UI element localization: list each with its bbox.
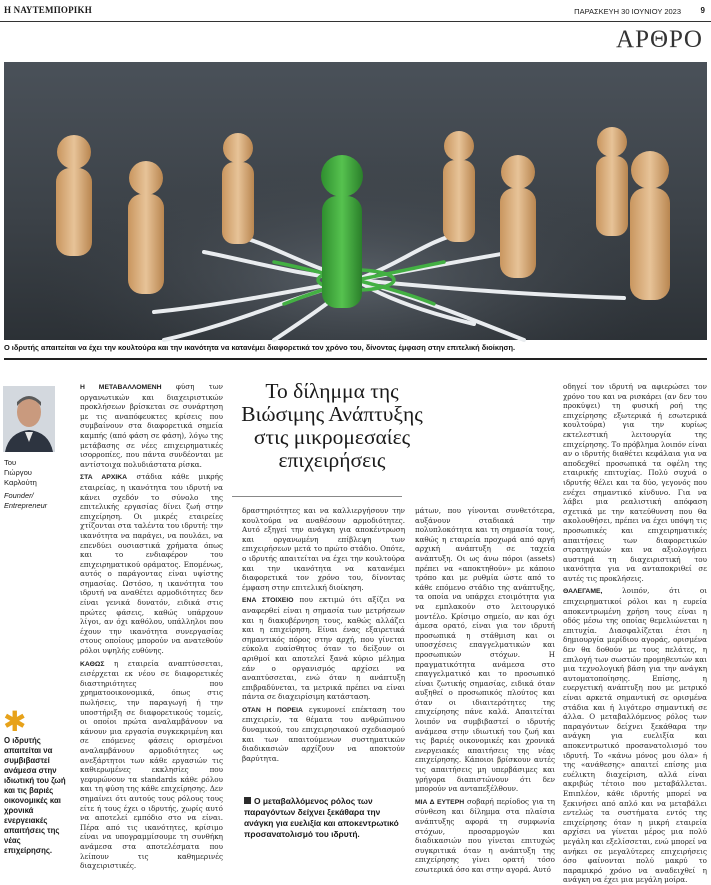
author-photo [3,386,55,452]
asterisk-icon: ✱ [3,706,27,737]
paragraph: που εκτιμώ ότι αξίζει να αναφερθεί είναι η σημασία των μετρήσεων και η διακυβέρνηση τους, καθώς αλλάζει και η επιχείρηση. Είναι ένας εξαιρετικά σημαντικός πόρος στην αρχή, που γίνεται εύκολα ευαίσθητος όταν το δείξουν οι αριθμοί και αποτελεί ξανά κύριο μέλημα εάν ο οργανισμός αρχίσει να αναπτύσσεται, ενώ όταν η ανάπτυξη επιβραδύνεται, τα μετρικά πρέπει να είναι πάντα σε διαχειρίσιμη κατάσταση. [242,595,406,702]
lead-in: ΘΑΛΕΓΑΜΕ, [563,588,603,596]
author-first-name: Γιώργου [4,468,32,477]
page-number: 9 [700,6,705,15]
issue-date: ΠΑΡΑΣΚΕΥΗ 30 ΙΟΥΝΙΟΥ 2023 [574,7,681,16]
lead-in: ΜΙΑ Δ ΕΥΤΕΡΗ [415,798,465,806]
lead-in: Η ΜΕΤΑΒΑΛΛΟΜΕΝΗ [80,384,162,391]
paragraph: σοβαρή περίοδος για τη σύνθεση και δίλημμα στα πλαίσια ανάπτυξης αφορά τη συμφωνία στόχων, προσαρμογών και διαδικασιών που γίνεται επιτυχώς συγκριτικά όταν η ανάπτυξη της επιχείρησης γίνει ορατή τόσο εσωτερικά όσο και στην αγορά. Αυτό [415,796,555,874]
section-label: ΑΡΘΡΟ [616,26,703,53]
article-column-4 [563,382,707,885]
article-column-3 [415,506,555,874]
article-column-2 [242,506,405,790]
masthead: Η ΝΑΥΤΕΜΠΟΡΙΚΗ [4,5,92,15]
article-title: Το δίλημμα της Βιώσιμης Ανάπτυξης στις μικρομεσαίες επιχειρήσεις [241,379,423,472]
green-leader-figure [321,155,363,308]
side-quote: Ο ιδρυτής απαιτείται να συμβιβαστεί ανάμεσα στην ιδιωτική του ζωή και τις βαριές οικονομικές και χρονικά ενεργειακές απαιτήσεις της νέας επιχείρησης. [4,736,66,855]
title-divider [232,496,402,497]
wooden-figures-illustration [4,62,707,340]
paragraph: εγκυμονεί επέκταση του επιχειρείν, τα θέματα του ανθρώπινου δυναμικού, του επιχειρησιακού σχεδιασμού και των απαιτούμενων συστηματικών διαδικασιών αρχίζουν να αποκτούν βαρύτητα. [242,704,405,763]
author-role [4,491,64,511]
author-last-name: Καρλούτη [4,478,37,487]
author-role-line-2: Entrepreneur [4,501,48,510]
paragraph: μάτων, που γίνονται συνθετότερα, αυξάνουν σταδιακά την πολυπλοκότητα και τη σημασία τους, καθώς η εταιρεία προχωρά από αργή αρχική ανάπτυξη σε ταχεία ανάπτυξη. Οι ως άνω πόροι (assets) πρέπει να «αποκτηθούν» με κάποιο τρόπο και με ρυθμία ώστε από το κάθε επόμενο στάδιο της ανάπτυξης, τα οποία να υπάρχει ετοιμότητα για να εμπλακούν στο λειτουργικό μοντέλο. Κρίσιμο σημείο, αν και όχι άμεσα ορατό, είναι για τον ιδρυτή προσωπικά η στάθμιση και οι υποσχέσεις επαγγελματικών και προσωπικών στόχων. Η πραγματικότητα ανάμεσα στο επαγγελματικό και το προσωπικό είναι ζωτικής σημασίας, ειδικά όταν αυξηθεί ο προσωπικός πλούτος και όταν οι ιδιαιτερότητες της επιχείρησης πάνε καλά. Απαιτείται λοιπόν να συμβιβαστεί ο ιδρυτής ανάμεσα στην ιδιωτική του ζωή και τις βαριές οικονομικές και χρονικά ενεργειακές απαιτήσεις της νέας επιχείρησης. Κάποιοι βρίσκουν αυτές τις απαιτήσεις μη υπερβάσιμες και γρήγορα διαπιστώνουν ότι δεν μπορούν να ανταπεξέλθουν. [415,506,555,794]
author-role-line-1: Founder/ [4,491,34,500]
lead-in: ΣΤΑ ΑΡΧΙΚΑ [80,474,128,482]
paragraph: στάδια κάθε μικρής εταιρείας, η ικανότητα του ιδρυτή να κάνει σχεδόν το σύνολο της επιτελικής εργασίας δίνει ζωή στην επιχείρηση. Οι μικρές εταιρείες χτίζονται στα ταλέντα του ιδρυτή: την ικανότητα να παράγει, να πουλάει, να επενδύει ουσιαστικά χρήματα όπως και το ενδιαφέρον του επιχειρηματικού οράματος. Επομένως, αυτός ο παράγοντας είναι υψίστης σημασίας. Ωστόσο, η ικανότητα του ιδρυτή να αναθέτει αρμοδιότητες δεν είναι γενικά δυνατόν, ειδικά στις πρώτες φάσεις, καθώς υπάρχουν λίγοι, αν όχι καθόλου, υπάλληλοι που έχουν την ικανότητα συνεργασίας στους οποίους μπορούν να ανατεθούν ρόλοι υψηλής ευθύνης. [80,472,223,656]
author-prefix: Του [4,458,17,467]
photo-caption: Ο ιδρυτής απαιτείται να έχει την κουλτούρα και την ικανότητα να κατανέμει διαφορετικά τον χρόνο του, δίνοντας έμφαση στην επιτελική διοίκηση. [4,343,516,352]
paragraph: οδηγεί τον ιδρυτή να αφιερώσει τον χρόνο του και να ρισκάρει (αν δεν του προκύψει) τη φυσική ροή της επιχείρησης εξωτερικά ή εσωτερικά κουλτούρα) για την κυρίως εκτελεστική λειτουργία της επιχείρησης. Το πρόβλημα λοιπόν είναι αν ο ιδρυτής διαθέτει κεφάλαια για να αποδεχθεί προσωπικά τα οφέλη της εταιρικής επιτυχίας. Πολύ συχνά ο ιδρυτής θέλει και τα δύο, γεγονός που ενέχει σημαντικό κίνδυνο. Για να λάβει μια ρεαλιστική απόφαση σχετικά με την κατεύθυνση που θα ακολουθήσει, πρέπει να έχει υπόψη τις προσωπικές και επιχειρηματικές απαιτήσεις των διαφορετικών στρατηγικών και να αξιολογήσει αυστηρά τη διαχειριστική του ικανότητα για να ανταποκριθεί σε αυτές τις προκλήσεις. [563,382,707,583]
author-byline [4,458,64,488]
page-header [0,0,711,22]
lead-in: ΟΤΑΝ Η ΠΟΡΕΙΑ [242,706,303,714]
divider [4,358,707,360]
lead-in: ΕΝΑ ΣΤΟΙΧΕΙΟ [242,597,294,605]
main-photo [4,62,707,340]
article-column-1 [80,382,223,870]
pull-quote [244,796,404,840]
square-bullet-icon [244,797,251,804]
paragraph: δραστηριότητες και να καλλιεργήσουν την κουλτούρα να αναθέσουν αρμοδιότητες. Αυτό εξηγεί την ανάγκη για αποκέντρωση και οργανωμένη επίβλεψη των επιχειρήσεων μετά το πρώτο στάδιο. Οπότε, ο ιδρυτής απαιτείται να έχει την κουλτούρα και την ικανότητα να κατανέμει διαφορετικά τον χρόνο του, δίνοντας έμφαση στην επιτελική διοίκηση. [242,506,405,592]
lead-in: ΚΑΘΩΣ [80,660,105,668]
paragraph: η εταιρεία αναπτύσσεται, εισέρχεται εκ νέου σε διαφορετικές διαστηριότητες που χρηματοοικονομικά, όπως στις πωλήσεις, την παραγωγή ή την υποστήριξη σε διαφορετικούς τομείς, οι οποίοι πρώτα αναλαμβάνουν να κάνουν μια εργασία συγκεκριμένη και σε επόμενες φάσεις ορισμένοι αναλαμβάνουν αρμοδιότητες ως ανεξάρτητοι των κάθε εργασιών τις καθιερωμένες εκκλησίες που γεφυρώνουν τα standards κάθε ρόλου και τη φύση της κάθε επιχείρησης. Δεν σημαίνει ότι αυτούς τους ρόλους τους είτε ή τους έχει ο ιδρυτής, χωρίς αυτό να αποτελεί εμπόδιο στο να είναι. Πέρα από τις ικανότητες, κρίσιμο είναι να υπογραμμίσουμε τη συνθήκη ανάμεσα στα αποτελέσματα που λείπουν τις καθημερινές διαχειριστικές. [80,658,223,871]
pull-quote-text: Ο μεταβαλλόμενος ρόλος των παραγόντων δείχνει ξεκάθαρα την ανάγκη για ευελιξία και αποκεντρωτικό προσανατολισμό του ιδρυτή. [244,796,399,839]
paragraph: φύση των οργανωτικών και διαχειριστικών προκλήσεων βρίσκεται σε συνάρτηση με τις αναπόφευκτες κρίσεις που συμβαίνουν στα διαφορετικά σημεία καμπής (από φάση σε φάση), λόγω της μετάβασης σε νέες επιχειρηματικές ισορροπίες, που πάντα συνδέονται με αντίστοιχα πολυδιάστατα ρίσκα. [80,382,223,469]
paragraph: λοιπόν, ότι οι επιχειρηματικοί ρόλοι και η ευρεία αποκεντρωμένη χρήση τους είναι η οδός μέσω της οποίας θεμελιώνεται η επιτυχία. Διασφαλίζεται έτσι η δημιουργία μερίδιου αγοράς, ορισμένα δεν θα δοθούν με τους πελάτες, η επιλογή των σωστών προμηθευτών και μια τεχνολογική βάση για την ανάγκη αυτοματοποίησης. Επίσης, η ευεργετική ανάπτυξη που με μετρικό είναι αρκετά σημαντική σε ορισμένα στάδια και ή λιγότερο σημαντική σε άλλα. Ο μεταβαλλόμενος ρόλος των παραγόντων δείχνει ξεκάθαρα την ανάγκη για ευελιξία και αποκεντρωτικό προσανατολισμό του ιδρυτή. Το «κάνω μόνος μου όλα» ή της «ανάθεσης» απαιτεί επίσης μια ευέλικτη διαχείριση, αλλά είναι ακριβώς τέτοιο που μεταβάλλεται. Επιπλέον, κάθε ιδρυτής μπορεί να ξεκινήσει από απλό και να μεταβάλει εντελώς τα συστήματα εντός της επιχείρησης όταν η μικρή εταιρεία αρχίσει να γίνεται μέρος μια πολύ μεγάλη και εξελίσσεται, ενώ μπορεί να ανήκει σε μεγαλύτερες επιχειρήσεις όσο φαίνονται πολύ μακρύ το παραμικρό χρόνο να αναδειχθεί η ανάγκη να έχει μια μεγάλη μοίρα. [563,586,707,885]
